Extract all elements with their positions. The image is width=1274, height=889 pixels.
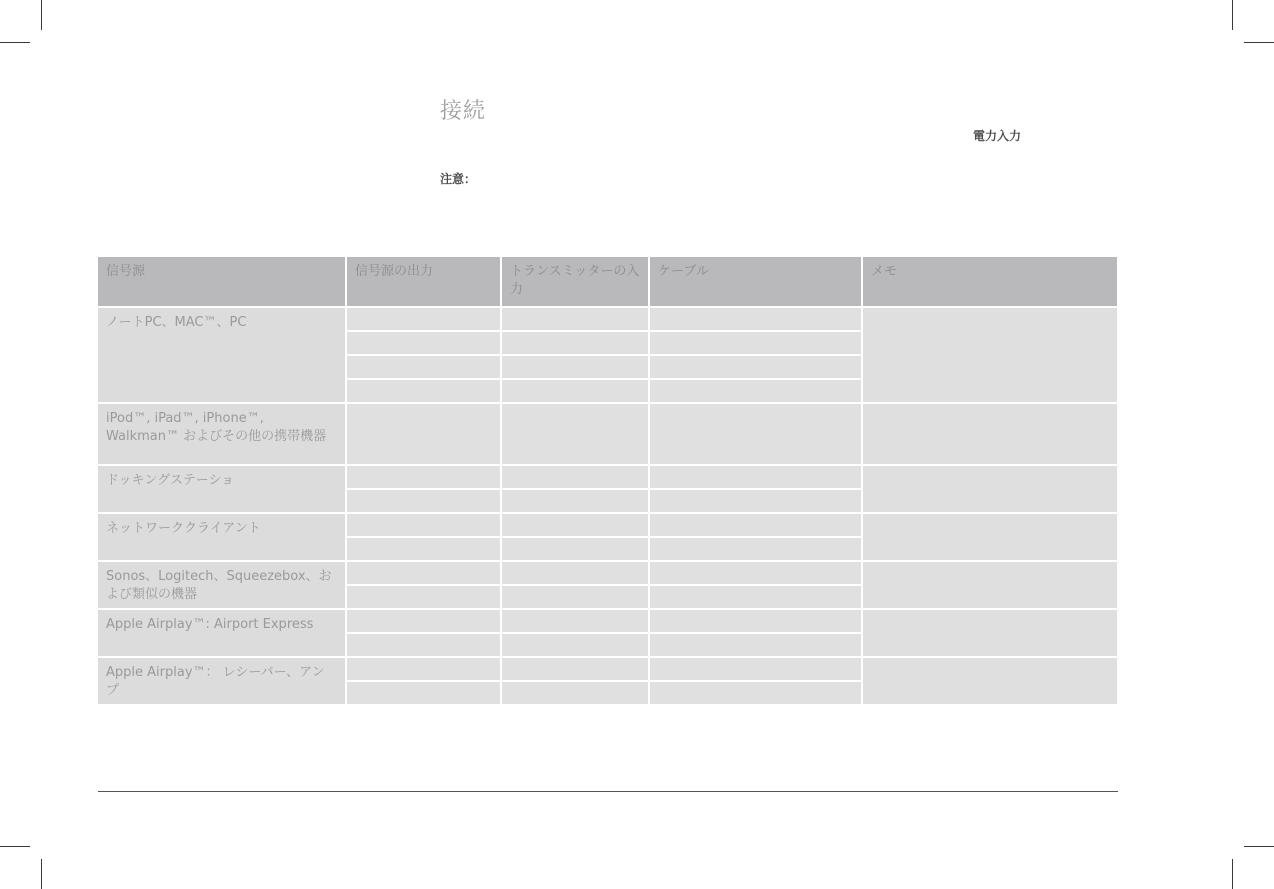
cell — [649, 331, 862, 355]
memo-cell — [862, 561, 1118, 609]
connection-table — [98, 257, 1119, 706]
cell — [501, 657, 649, 681]
cell — [346, 561, 501, 585]
cell — [501, 489, 649, 513]
cell — [346, 465, 501, 489]
cell — [501, 465, 649, 489]
cell — [649, 609, 862, 633]
cell — [649, 681, 862, 705]
source-cell: iPod™, iPad™, iPhone™, Walkman™ およびその他の携帯機器 — [98, 403, 346, 465]
cell — [501, 379, 649, 403]
table-row — [98, 609, 1118, 633]
cell — [346, 403, 501, 465]
cell — [346, 379, 501, 403]
cell — [346, 585, 501, 609]
cell — [501, 585, 649, 609]
crop-mark — [1244, 846, 1274, 847]
cell — [649, 633, 862, 657]
cell — [649, 307, 862, 331]
cell — [501, 331, 649, 355]
table-header-row — [98, 257, 1118, 307]
cell — [346, 681, 501, 705]
cell — [346, 307, 501, 331]
cell — [501, 513, 649, 537]
header-cable: ケーブル — [649, 257, 862, 307]
cell — [501, 633, 649, 657]
cell — [346, 657, 501, 681]
page-title: 接続 — [440, 99, 487, 124]
cell — [649, 355, 862, 379]
cell — [346, 633, 501, 657]
memo-cell — [862, 403, 1118, 465]
cell — [346, 537, 501, 561]
source-cell: Apple Airplay™： レシーバー、アンプ — [98, 657, 346, 705]
cell — [346, 489, 501, 513]
cell — [501, 561, 649, 585]
cell — [501, 403, 649, 465]
table-row — [98, 307, 1118, 331]
cell — [649, 657, 862, 681]
header-source: 信号源 — [98, 257, 346, 307]
cell — [501, 609, 649, 633]
cell — [649, 489, 862, 513]
crop-mark — [0, 42, 30, 43]
cell — [346, 331, 501, 355]
crop-mark — [1244, 42, 1274, 43]
note-label: 注意： — [440, 172, 477, 186]
crop-mark — [41, 859, 42, 889]
cell — [501, 681, 649, 705]
cell — [649, 585, 862, 609]
cell — [649, 403, 862, 465]
memo-cell — [862, 513, 1118, 561]
source-cell: Sonos、Logitech、Squeezebox、および類似の機器 — [98, 561, 346, 609]
memo-cell — [862, 657, 1118, 705]
power-input-label: 電力入力 — [973, 129, 1022, 143]
memo-cell — [862, 307, 1118, 403]
table-row — [98, 465, 1118, 489]
cell — [649, 561, 862, 585]
header-source-output: 信号源の出力 — [346, 257, 501, 307]
cell — [649, 379, 862, 403]
table-row — [98, 561, 1118, 585]
crop-mark — [41, 0, 42, 30]
cell — [346, 355, 501, 379]
source-cell: Apple Airplay™: Airport Express — [98, 609, 346, 657]
table-row — [98, 403, 1118, 465]
table-row — [98, 657, 1118, 681]
source-cell: ドッキングステーショ — [98, 465, 346, 513]
crop-mark — [0, 846, 30, 847]
cell — [649, 465, 862, 489]
footer-rule — [98, 791, 1118, 792]
cell — [501, 355, 649, 379]
crop-mark — [1232, 859, 1233, 889]
memo-cell — [862, 609, 1118, 657]
cell — [501, 307, 649, 331]
source-cell: ノートPC、MAC™、PC — [98, 307, 346, 403]
table-row — [98, 513, 1118, 537]
memo-cell — [862, 465, 1118, 513]
source-cell: ネットワーククライアント — [98, 513, 346, 561]
cell — [649, 513, 862, 537]
cell — [501, 537, 649, 561]
cell — [346, 513, 501, 537]
cell — [649, 537, 862, 561]
header-transmitter-input: トランスミッターの入力 — [501, 257, 649, 307]
header-memo: メモ — [862, 257, 1118, 307]
cell — [346, 609, 501, 633]
crop-mark — [1232, 0, 1233, 30]
